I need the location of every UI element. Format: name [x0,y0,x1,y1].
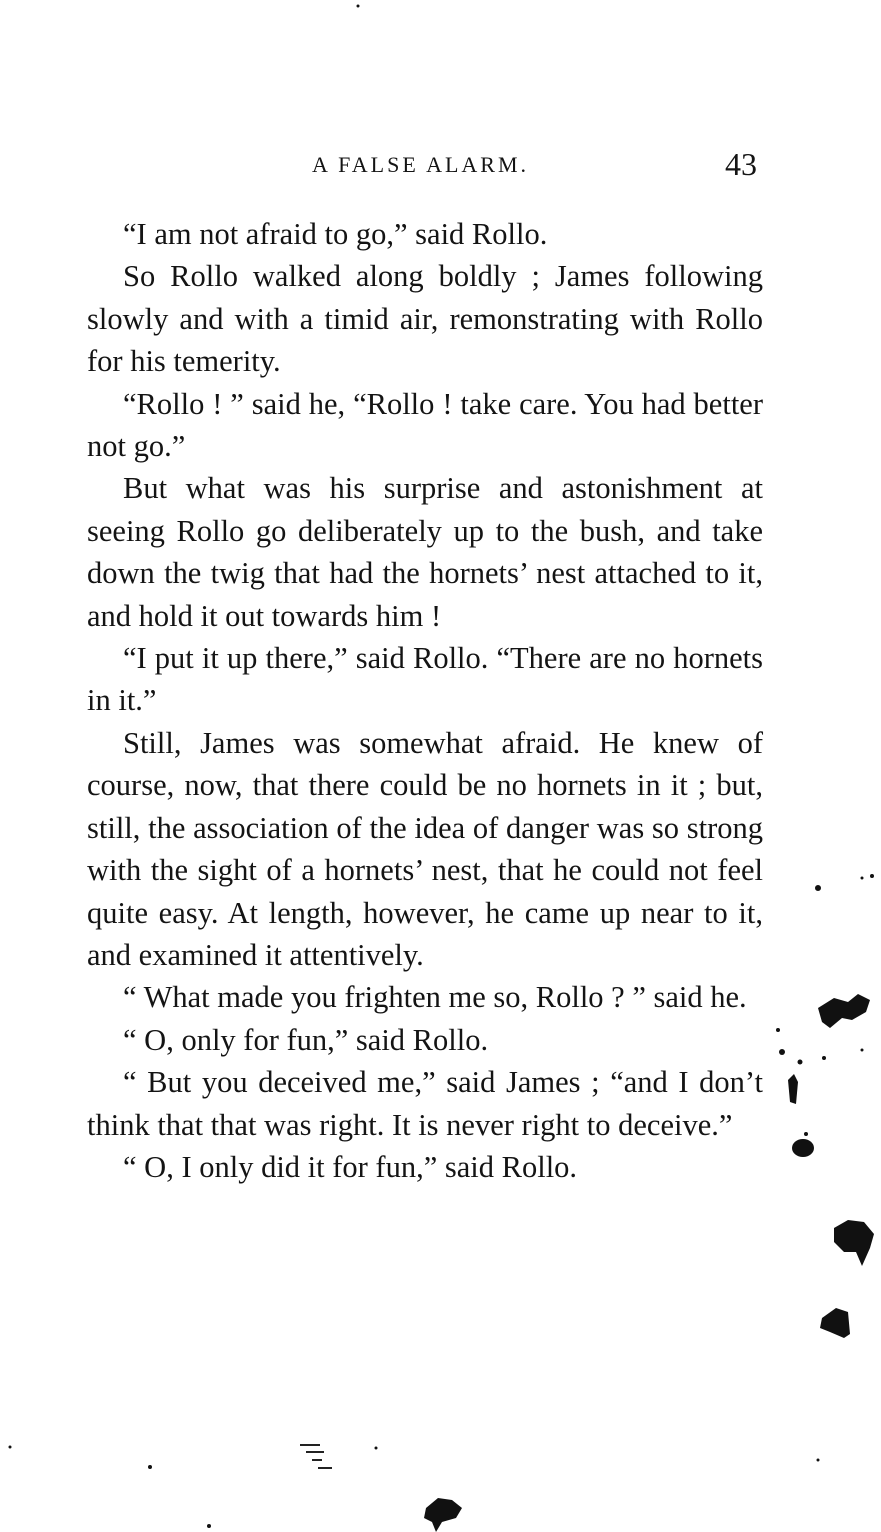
paragraph-6: Still, James was somewhat afraid. He knew of course, now, that there could be no hornets in it ; but, still, the association of the idea of danger was so strong with the sight of a hornets’ nest, that he could not feel quite easy. At length, however, he came up near to it, and examined it attentively. [87,725,763,972]
speck [798,1060,803,1065]
paragraph-8: “ O, only for fun,” said Rollo. [123,1022,489,1057]
paragraph-1: “I am not afraid to go,” said Rollo. [123,217,548,251]
speck [776,1028,780,1032]
speck [357,5,360,8]
speck [148,1465,152,1469]
speck [792,1139,814,1157]
speck [375,1447,378,1450]
speck [815,885,821,891]
paragraph-7: “ What made you frighten me so, Rollo ? ” said he. [123,980,747,1015]
paragraph-3: “Rollo ! ” said he, “Rollo ! take care. You had better not go.” [87,386,763,464]
paragraph-10: “ O, I only did it for fun,” said Rollo. [123,1149,578,1184]
paragraph-9: “ But you deceived me,” said James ; “and I don’t think that that was right. It is never right to deceive.” [87,1065,763,1142]
speck [818,994,870,1028]
speck [817,1459,820,1462]
paragraph-2: So Rollo walked along boldly ; James following slowly and with a timid air, remonstrating with Rollo for his temerity. [87,259,763,379]
speck [207,1524,211,1528]
speck [870,874,874,878]
speck [424,1498,462,1532]
paragraph-5: “I put it up there,” said Rollo. “There are no hornets in it.” [87,641,763,718]
speck [861,877,864,880]
page-number: 43 [725,146,757,182]
running-head [0,146,881,186]
speck [820,1308,850,1338]
running-title: A FALSE ALARM. [312,152,530,177]
speck [804,1132,808,1136]
speck [300,1445,332,1468]
speck [788,1074,798,1104]
speck [834,1220,874,1266]
speck [822,1056,826,1060]
speck [861,1049,864,1052]
speck [779,1049,785,1055]
speck [9,1446,12,1449]
body-text [87,213,763,1188]
paragraph-4: But what was his surprise and astonishment at seeing Rollo go deliberately up to the bush, and take down the twig that had the hornets’ nest attached to it, and hold it out towards him ! [87,471,763,633]
